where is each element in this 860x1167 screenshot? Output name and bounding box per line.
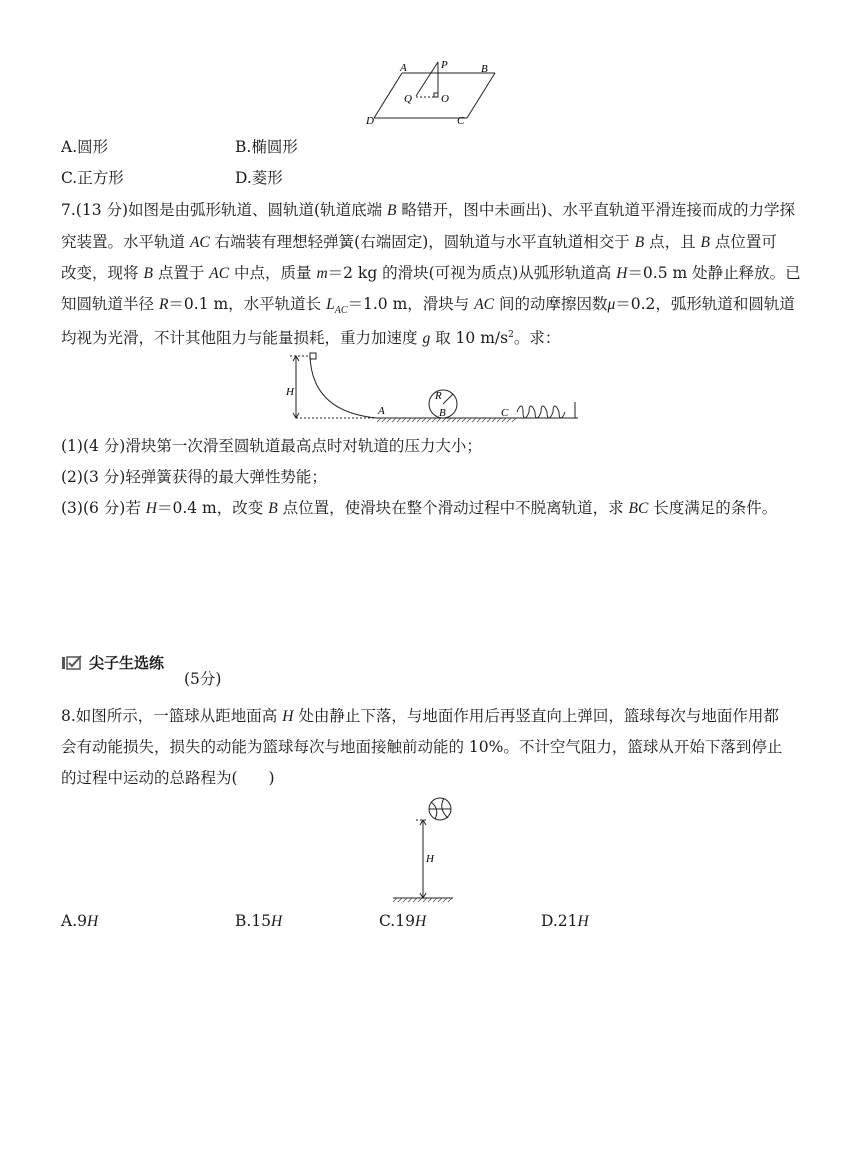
fig1-label-d: D [366, 115, 374, 127]
figure-parallelogram [360, 58, 510, 128]
checklist-icon [61, 654, 83, 672]
fig2-label-b: B [439, 407, 446, 419]
q6-option-a: A.圆形 [61, 138, 109, 156]
q8-option-d: D.21H [541, 912, 589, 930]
section-header [61, 652, 164, 673]
fig1-label-q: Q [404, 93, 412, 105]
q8-line-3: 的过程中运动的总路程为( ) [61, 769, 275, 787]
fig1-label-a: A [400, 62, 407, 74]
q8-line-2: 会有动能损失，损失的动能为篮球每次与地面接触前动能的 10%。不计空气阻力，篮球从开始下落到停止 [61, 738, 783, 756]
section-score: (5分) [184, 670, 222, 688]
q8-option-c: C.19H [379, 912, 427, 930]
fig3-label-h: H [426, 853, 434, 865]
q6-option-b: B.椭圆形 [235, 138, 298, 156]
q7-line-5: 均视为光滑，不计其他阻力与能量损耗，重力加速度 g 取 10 $m/s^2$。求： [61, 329, 561, 348]
fig2-label-a: A [378, 405, 385, 417]
q7-part-1: (1)(4 分)滑块第一次滑至圆轨道最高点时对轨道的压力大小； [61, 437, 482, 455]
figure-track-apparatus [282, 352, 582, 428]
section-title: 尖子生选练 [89, 654, 165, 672]
q8-option-b: B.15H [235, 912, 283, 930]
q7-line-3: 改变，现将 B 点置于 AC 中点，质量 m＝2 kg 的滑块(可视为质点)从弧形轨道高 H＝0.5 m 处静止释放。已 [61, 264, 801, 282]
q8-line-1: 8.如图所示，一篮球从距地面高 H 处由静止下落，与地面作用后再竖直向上弹回，篮球每次与地面作用都 [61, 707, 779, 725]
fig1-label-p: P [441, 59, 448, 71]
fig1-label-b: B [481, 63, 488, 75]
q6-option-c: C.正方形 [61, 169, 124, 187]
figure-basketball [388, 794, 468, 906]
fig2-label-h: H [286, 386, 294, 398]
q6-option-d: D.菱形 [235, 169, 283, 187]
q7-line-2: 究装置。水平轨道 AC 右端装有理想轻弹簧(右端固定)，圆轨道与水平直轨道相交于 B 点，且 B 点位置可 [61, 233, 777, 251]
q8-option-a: A.9H [61, 912, 99, 930]
q7-part-2: (2)(3 分)轻弹簧获得的最大弹性势能； [61, 468, 327, 486]
fig2-label-r: R [435, 390, 442, 402]
q7-line-1: 7.(13 分)如图是由弧形轨道、圆轨道(轨道底端 B 略错开，图中未画出)、水平直轨道平滑连接而成的力学探 [61, 201, 795, 219]
fig2-label-c: C [501, 407, 509, 419]
fig1-label-c: C [457, 115, 465, 127]
fig1-label-o: O [441, 93, 449, 105]
q7-part-3: (3)(6 分)若 H＝0.4 m，改变 B 点位置，使滑块在整个滑动过程中不脱离轨道，求 BC 长度满足的条件。 [61, 499, 778, 517]
q7-line-4: 知圆轨道半径 R＝0.1 m，水平轨道长 $L_{AC}=1.0$ m，滑块与 AC 间的动摩擦因数μ＝0.2，弧形轨道和圆轨道 [61, 295, 795, 317]
